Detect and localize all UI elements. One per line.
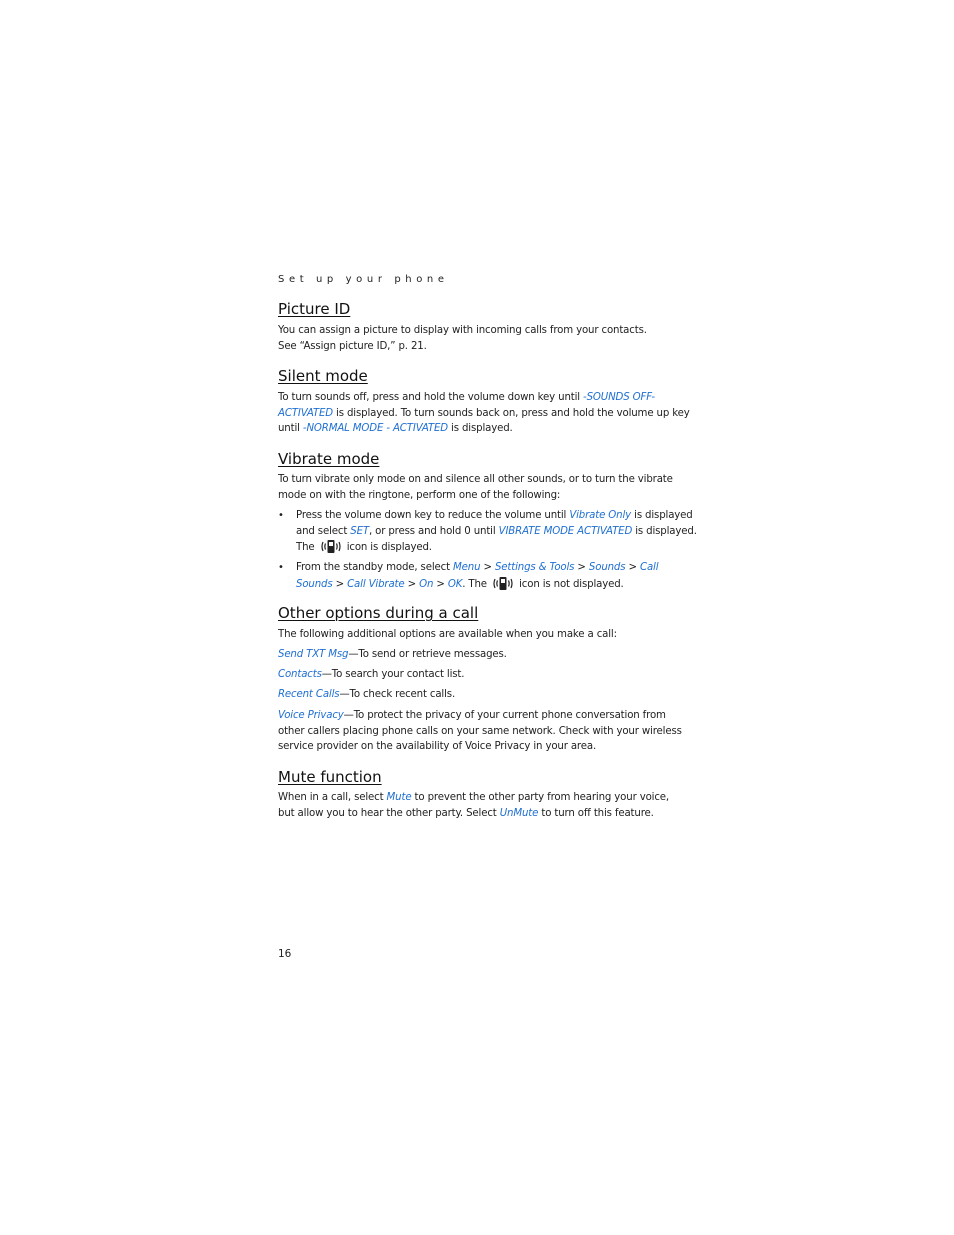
activated-label: ACTIVATED bbox=[278, 407, 333, 419]
option-recent-calls bbox=[278, 687, 670, 703]
bullet-2-line-1 bbox=[296, 560, 670, 576]
voice-privacy-line-2: other callers placing phone calls on your same network. Check with your wireless bbox=[278, 725, 682, 737]
mute-function-text bbox=[278, 790, 670, 821]
sounds-label-2: Sounds bbox=[296, 578, 333, 590]
text: icon is not displayed. bbox=[519, 578, 624, 590]
normal-mode-activated-label: -NORMAL MODE - ACTIVATED bbox=[302, 423, 448, 435]
text: but allow you to hear the other party. Select bbox=[278, 807, 500, 819]
bullet-2-line-2 bbox=[296, 576, 670, 597]
text: Press the volume down key to reduce the volume until bbox=[296, 510, 570, 521]
bullet-marker: • bbox=[278, 510, 284, 521]
heading-silent-mode: Silent mode bbox=[278, 367, 368, 385]
ok-label: OK bbox=[447, 578, 463, 590]
bullet-1-line-3 bbox=[296, 539, 670, 560]
call-vibrate-label: Call Vibrate bbox=[347, 578, 405, 590]
separator: > bbox=[332, 578, 348, 590]
set-label: SET bbox=[350, 525, 369, 537]
unmute-label: UnMute bbox=[499, 807, 539, 819]
bullet-marker: • bbox=[278, 562, 284, 573]
text: and select bbox=[296, 525, 351, 537]
text: until bbox=[470, 525, 499, 537]
mute-line-1 bbox=[278, 790, 670, 806]
text: To turn sounds off, press and hold the volume down key until bbox=[278, 392, 584, 403]
option-contacts bbox=[278, 667, 670, 683]
settings-tools-label: Settings & Tools bbox=[494, 562, 575, 573]
vibrate-bullet-1 bbox=[278, 508, 697, 556]
mute-label: Mute bbox=[386, 792, 412, 803]
on-label: On bbox=[419, 578, 434, 590]
heading-vibrate-mode: Vibrate mode bbox=[278, 450, 380, 468]
menu-label: Menu bbox=[453, 562, 481, 573]
text: is displayed bbox=[631, 510, 693, 521]
text: —To search your contact list. bbox=[321, 669, 465, 680]
voice-privacy-line-1 bbox=[278, 708, 670, 724]
silent-line-3 bbox=[278, 421, 670, 437]
voice-privacy-line-3: service provider on the availability of Voice Privacy in your area. bbox=[278, 741, 597, 753]
bullet-1-line-1 bbox=[296, 508, 693, 524]
vibrate-icon bbox=[492, 576, 514, 597]
text: When in a call, select bbox=[278, 792, 387, 803]
text: to prevent the other party from hearing your voice, bbox=[411, 792, 669, 803]
separator: > bbox=[433, 578, 448, 590]
separator: > bbox=[480, 562, 495, 573]
text: is displayed. bbox=[632, 525, 697, 537]
text: is displayed. bbox=[447, 423, 513, 435]
vibrate-mode-intro bbox=[278, 472, 673, 503]
separator: > bbox=[574, 562, 589, 573]
contacts-label: Contacts bbox=[278, 669, 322, 680]
vibrate-mode-activated-label: VIBRATE MODE ACTIVATED bbox=[498, 525, 633, 537]
vibrate-icon bbox=[320, 539, 342, 560]
vibrate-intro-line-1: To turn vibrate only mode on and silence all other sounds, or to turn the vibrate bbox=[278, 474, 673, 485]
key-zero: 0 bbox=[464, 525, 471, 537]
page-number: 16 bbox=[278, 948, 292, 960]
picture-id-line-2: See “Assign picture ID,” p. 21. bbox=[278, 340, 427, 352]
text: The bbox=[296, 542, 315, 554]
bullet-1-line-2 bbox=[296, 524, 697, 540]
sounds-label: Sounds bbox=[588, 562, 626, 573]
call-label: Call bbox=[640, 562, 659, 573]
separator: > bbox=[625, 562, 640, 573]
recent-calls-label: Recent Calls bbox=[278, 689, 340, 700]
sounds-off-activated-label: -SOUNDS OFF- bbox=[583, 392, 655, 403]
silent-line-2 bbox=[278, 406, 690, 422]
text: —To check recent calls. bbox=[339, 689, 456, 700]
text: until bbox=[278, 423, 303, 435]
text: . The bbox=[462, 578, 487, 590]
other-options-intro: The following additional options are available when you make a call: bbox=[278, 629, 617, 640]
picture-id-text bbox=[278, 323, 670, 354]
silent-mode-text bbox=[278, 390, 690, 437]
option-voice-privacy bbox=[278, 708, 682, 755]
voice-privacy-label: Voice Privacy bbox=[278, 710, 344, 721]
text: icon is displayed. bbox=[346, 542, 432, 554]
text: From the standby mode, select bbox=[296, 562, 454, 573]
heading-picture-id: Picture ID bbox=[278, 300, 351, 318]
running-head: Set up your phone bbox=[278, 274, 449, 285]
text: —To send or retrieve messages. bbox=[348, 649, 507, 660]
text: is displayed. To turn sounds back on, press and hold the volume up key bbox=[332, 407, 690, 419]
text: —To protect the privacy of your current phone conversation from bbox=[343, 710, 666, 721]
heading-mute-function: Mute function bbox=[278, 768, 382, 786]
mute-line-2 bbox=[278, 806, 670, 822]
picture-id-line-1: You can assign a picture to display with incoming calls from your contacts. bbox=[278, 325, 647, 336]
heading-other-options: Other options during a call bbox=[278, 604, 479, 622]
send-txt-msg-label: Send TXT Msg bbox=[278, 649, 349, 660]
vibrate-only-label: Vibrate Only bbox=[569, 510, 632, 521]
vibrate-bullet-2 bbox=[278, 560, 670, 592]
vibrate-intro-line-2: mode on with the ringtone, perform one of the following: bbox=[278, 489, 561, 501]
separator: > bbox=[404, 578, 420, 590]
bullet-2-body bbox=[296, 560, 670, 596]
text: , or press and hold bbox=[368, 525, 465, 537]
bullet-1-body bbox=[296, 508, 697, 560]
text: to turn off this feature. bbox=[538, 807, 654, 819]
option-send-txt-msg bbox=[278, 647, 670, 663]
silent-line-1 bbox=[278, 390, 670, 406]
